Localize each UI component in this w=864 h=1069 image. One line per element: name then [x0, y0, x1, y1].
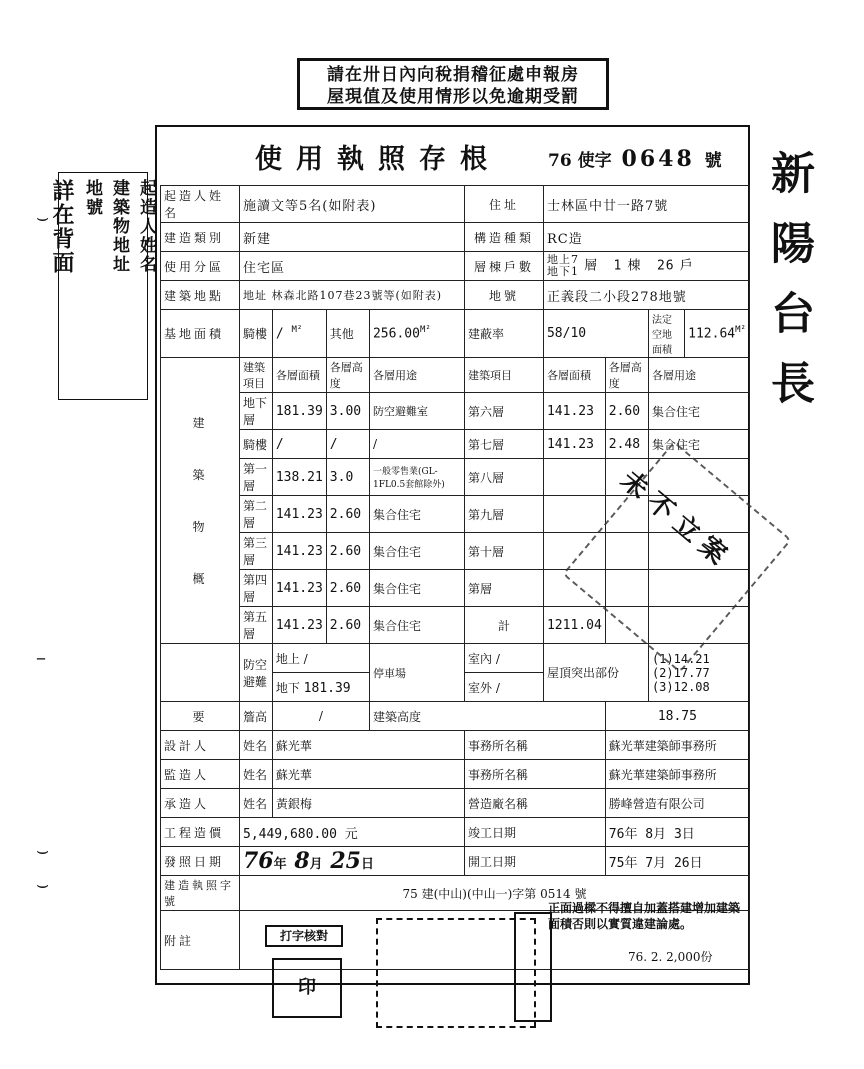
- arcade-label: 騎樓: [240, 310, 273, 358]
- floor-height: 3.00: [326, 393, 369, 430]
- person-name-label: 姓名: [240, 760, 273, 789]
- building-unit: 棟: [627, 258, 642, 274]
- person-row: [161, 789, 750, 818]
- side-note-col-3: 地號: [82, 179, 102, 217]
- shelter-below: 地下 181.39: [272, 673, 369, 702]
- permit-suffix: 號: [704, 151, 722, 171]
- right-handwriting: 新陽台長: [763, 150, 814, 430]
- floor-area: 141.23: [272, 570, 326, 607]
- top-notice-stamp: [297, 58, 609, 110]
- floor-name: 第四層: [240, 570, 273, 607]
- person-name: 黃銀梅: [272, 789, 464, 818]
- floors-label: 層棟戶數: [464, 252, 543, 281]
- permit-number: [548, 146, 722, 172]
- floor-name: 第八層: [464, 459, 543, 496]
- person-name: 蘇光華: [272, 731, 464, 760]
- section-letter: 築: [192, 467, 208, 482]
- permit-ref-value: 75 建(中山)(中山一)字第 0514 號: [240, 876, 750, 911]
- floor-header-height: 各層高度: [326, 358, 369, 393]
- floor-area: 1211.04: [543, 607, 605, 644]
- top-notice-line1: 請在卅日內向稅捐稽征處申報房: [327, 65, 579, 85]
- form-title: 使用執照存根: [255, 144, 501, 175]
- section-letter: 建: [192, 415, 208, 430]
- seal-vertical: [514, 912, 552, 1022]
- lot-value: 正義段二小段278地號: [543, 281, 749, 310]
- person-role: 監造人: [161, 760, 240, 789]
- person-name-label: 姓名: [240, 731, 273, 760]
- office-name: 勝峰營造有限公司: [605, 789, 749, 818]
- floors-value: [543, 252, 749, 281]
- legal-open-label: 法定空地面積: [648, 310, 684, 358]
- floor-height: 2.60: [326, 607, 369, 644]
- floor-height: /: [326, 430, 369, 459]
- building-height-value: 18.75: [605, 702, 749, 731]
- floor-area: 141.23: [272, 533, 326, 570]
- done-label: 竣工日期: [464, 818, 605, 847]
- office-label: 營造廠名稱: [464, 789, 605, 818]
- floors-above: 地上7: [546, 253, 579, 266]
- floor-row: [161, 393, 750, 430]
- building-height-label: 建築高度: [369, 702, 605, 731]
- floor-height: 3.0: [326, 459, 369, 496]
- floor-header-area: 各層面積: [272, 358, 326, 393]
- zone-value: 住宅區: [240, 252, 465, 281]
- floor-use: 防空避難室: [369, 393, 464, 430]
- eave-value: /: [272, 702, 369, 731]
- floor-use: /: [369, 430, 464, 459]
- cost-label: 工程造價: [161, 818, 240, 847]
- start-date: 75年 7月 26日: [605, 847, 749, 876]
- floor-unit: 層: [584, 258, 599, 274]
- floor-area: 141.23: [543, 393, 605, 430]
- floor-use: 集合住宅: [369, 496, 464, 533]
- unit-unit: 戶: [679, 258, 694, 274]
- floor-area: 181.39: [272, 393, 326, 430]
- floor-area: 138.21: [272, 459, 326, 496]
- cost-value: 5,449,680.00 元: [240, 818, 465, 847]
- address-label: 住址: [464, 186, 543, 223]
- floor-name: 第三層: [240, 533, 273, 570]
- floor-header-area-r: 各層面積: [543, 358, 605, 393]
- type-label: 建造類別: [161, 223, 240, 252]
- section-letter-last: 要: [161, 702, 240, 731]
- type-value: 新建: [240, 223, 465, 252]
- coverage-label: 建蔽率: [464, 310, 543, 358]
- floor-height: 2.48: [605, 430, 648, 459]
- issue-label: 發照日期: [161, 847, 240, 876]
- margin-mark: ⌣: [36, 838, 50, 862]
- person-role: 承造人: [161, 789, 240, 818]
- parking-indoor: 室內 /: [464, 644, 543, 673]
- margin-mark: ⌣: [36, 205, 50, 229]
- section-col: [161, 358, 240, 644]
- coverage-value: 58/10: [543, 310, 648, 358]
- permit-no: 0648: [621, 146, 695, 172]
- notes-label: 附註: [161, 911, 240, 970]
- floor-use: 集合住宅: [369, 533, 464, 570]
- roof-values: (1)14.21 (2)17.77 (3)12.08: [648, 644, 749, 702]
- done-date: 76年 8月 3日: [605, 818, 749, 847]
- floor-name: 第層: [464, 570, 543, 607]
- lot-label: 地號: [464, 281, 543, 310]
- floor-area: 141.23: [272, 607, 326, 644]
- floor-use: 一般零售業(GL-1FL0.5套館除外): [369, 459, 464, 496]
- floor-use: 集合住宅: [648, 430, 749, 459]
- parking-label: 停車場: [369, 644, 464, 702]
- builder-value: 施讀文等5名(如附表): [240, 186, 465, 223]
- section-letter: 概: [192, 571, 208, 586]
- other-label: 其他: [326, 310, 369, 358]
- side-note-box: [49, 172, 156, 400]
- address-value: 士林區中廿一路7號: [543, 186, 749, 223]
- person-row: [161, 731, 750, 760]
- floor-name: 第二層: [240, 496, 273, 533]
- floor-name: 第五層: [240, 607, 273, 644]
- office-name: 蘇光華建築師事務所: [605, 731, 749, 760]
- floors-below: 地下1: [546, 265, 579, 278]
- floor-area: [543, 496, 605, 533]
- side-note-col-2: 建築物地址: [109, 179, 129, 274]
- building-count: 1: [613, 258, 623, 274]
- floor-use: 集合住宅: [369, 570, 464, 607]
- margin-mark: ⌣: [36, 872, 50, 896]
- floor-area: 141.23: [543, 430, 605, 459]
- margin-mark: –: [36, 645, 46, 669]
- typing-check-stamp: 打字核對: [265, 925, 343, 947]
- office-name: 蘇光華建築師事務所: [605, 760, 749, 789]
- floor-name: 計: [464, 607, 543, 644]
- floor-header-item-r: 建築項目: [464, 358, 543, 393]
- zone-label: 使用分區: [161, 252, 240, 281]
- unit-count: 26: [656, 258, 675, 274]
- structure-label: 構造種類: [464, 223, 543, 252]
- official-seals-block: [376, 918, 536, 1028]
- floor-use: 集合住宅: [648, 393, 749, 430]
- structure-value: RC造: [543, 223, 749, 252]
- floor-area: /: [272, 430, 326, 459]
- floor-name: 地下層: [240, 393, 273, 430]
- floor-height: 2.60: [326, 496, 369, 533]
- right-note: 正面過樑不得擅自加蓋搭建增加建築面積否則以實質違建論處。: [548, 901, 741, 931]
- parking-outdoor: 室外 /: [464, 673, 543, 702]
- floor-name: 第十層: [464, 533, 543, 570]
- person-row: [161, 760, 750, 789]
- floor-height: 2.60: [605, 393, 648, 430]
- arcade-value: / $^{M^2}$: [272, 310, 326, 358]
- floor-area: [543, 459, 605, 496]
- section-letter-col: [161, 644, 240, 702]
- floor-header-item: 建築項目: [240, 358, 273, 393]
- shelter-label: 防空避難: [240, 644, 273, 702]
- floor-header-use-r: 各層用途: [648, 358, 749, 393]
- floor-name: 騎樓: [240, 430, 273, 459]
- permit-ref-label: 建造執照字號: [161, 876, 240, 911]
- roof-label: 屋頂突出部份: [543, 644, 648, 702]
- site-label: 建築地點: [161, 281, 240, 310]
- seal-square-1: 印: [272, 958, 342, 1018]
- builder-label: 起造人姓名: [161, 186, 240, 223]
- print-info: 76. 2. 2,000份: [628, 950, 713, 964]
- person-role: 設計人: [161, 731, 240, 760]
- floor-use: 集合住宅: [369, 607, 464, 644]
- office-label: 事務所名稱: [464, 760, 605, 789]
- office-label: 事務所名稱: [464, 731, 605, 760]
- diagonal-stamp-text: 未不立案: [614, 465, 739, 576]
- other-value: $256.00^{M^2}$: [369, 310, 464, 358]
- person-name: 蘇光華: [272, 760, 464, 789]
- floor-height: 2.60: [326, 570, 369, 607]
- floor-area: 141.23: [272, 496, 326, 533]
- start-label: 開工日期: [464, 847, 605, 876]
- floor-name: 第一層: [240, 459, 273, 496]
- floor-header-height-r: 各層高度: [605, 358, 648, 393]
- legal-open-value: $112.64^{M^2}$: [685, 310, 750, 358]
- floor-height: 2.60: [326, 533, 369, 570]
- floor-name: 第九層: [464, 496, 543, 533]
- shelter-above: 地上 /: [272, 644, 369, 673]
- person-name-label: 姓名: [240, 789, 273, 818]
- top-notice-line2: 屋現值及使用情形以免逾期受罰: [327, 87, 579, 107]
- eave-label: 簷高: [240, 702, 273, 731]
- side-note-col-4: 詳在背面: [49, 179, 75, 275]
- section-letter: 物: [192, 519, 208, 534]
- issue-date-handwritten: 76年 8月 25日: [240, 847, 465, 876]
- floor-name: 第六層: [464, 393, 543, 430]
- floor-header-use: 各層用途: [369, 358, 464, 393]
- base-label: 基地面積: [161, 310, 240, 358]
- floor-name: 第七層: [464, 430, 543, 459]
- site-value: 地址 林森北路107巷23號等(如附表): [240, 281, 465, 310]
- permit-year: 76: [548, 151, 572, 171]
- side-note-col-1: 起造人姓名: [136, 179, 156, 274]
- permit-word: 使字: [577, 151, 612, 171]
